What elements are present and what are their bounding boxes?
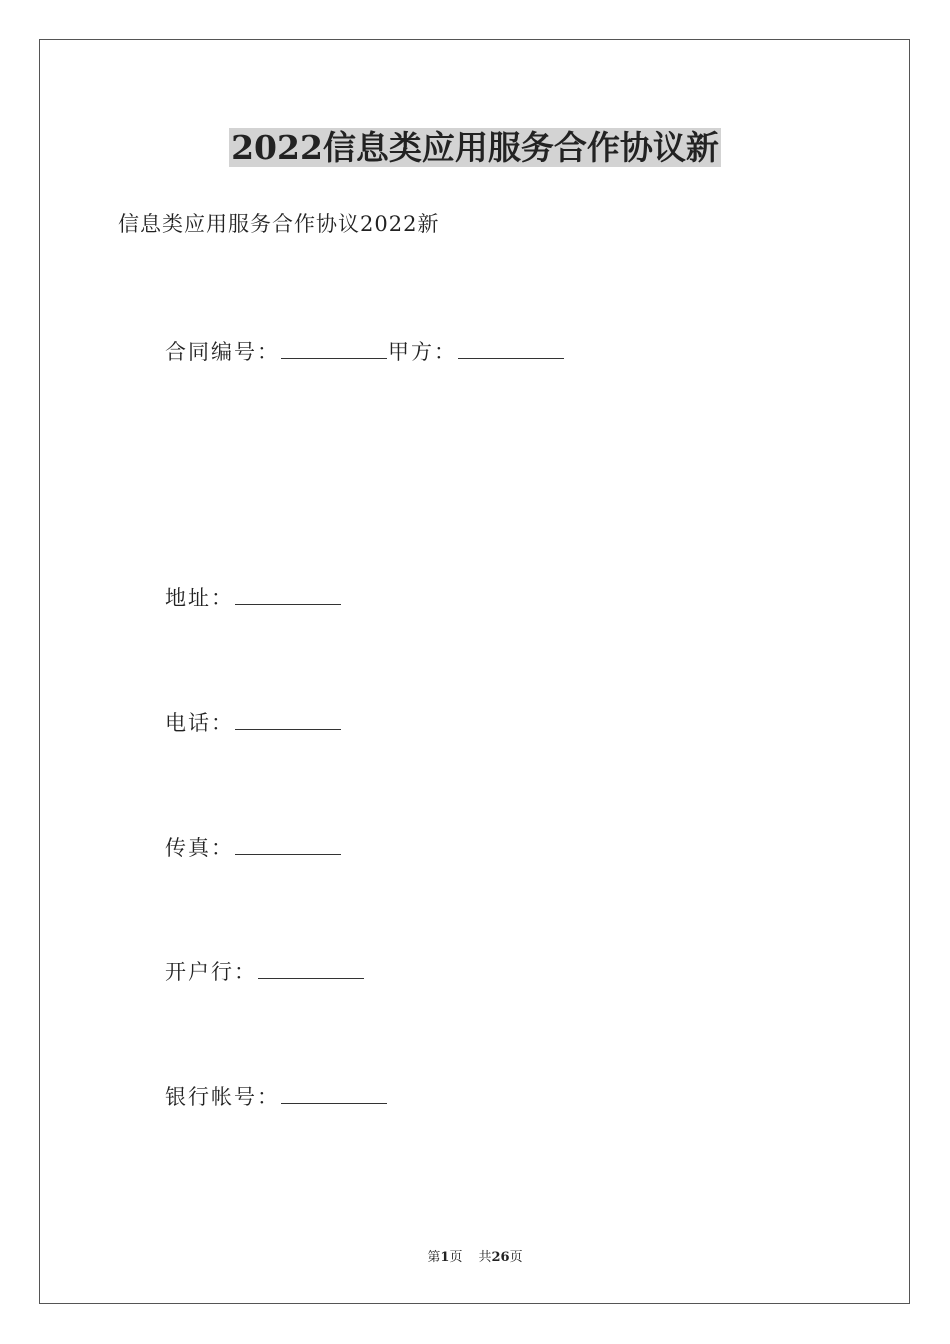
account-line (165, 1081, 388, 1112)
address-line (165, 582, 342, 613)
phone-blank (235, 707, 341, 730)
page-suffix: 页 (449, 1250, 463, 1265)
bank-label: 开户行： (165, 960, 257, 984)
bank-line (165, 956, 365, 987)
address-label: 地址： (165, 586, 234, 610)
contract-party-line (165, 336, 565, 367)
document-title-text: 2022信息类应用服务合作协议新 (231, 128, 719, 167)
phone-label: 电话： (165, 711, 234, 735)
fax-line (165, 832, 342, 863)
total-suffix: 页 (509, 1250, 523, 1265)
party-a-blank (458, 336, 564, 359)
page-number: 1 (440, 1250, 450, 1265)
phone-line (165, 707, 342, 738)
party-a-label: 甲方： (388, 340, 457, 364)
document-title (0, 124, 950, 172)
fax-label: 传真： (165, 836, 234, 860)
page-footer (0, 1248, 950, 1268)
fax-blank (235, 832, 341, 855)
total-prefix: 共 (478, 1250, 492, 1265)
address-blank (235, 582, 341, 605)
total-pages: 26 (491, 1250, 510, 1265)
page-prefix: 第 (427, 1250, 441, 1265)
contract-number-blank (281, 336, 387, 359)
bank-blank (258, 956, 364, 979)
document-subtitle: 信息类应用服务合作协议2022新 (118, 212, 440, 236)
contract-number-label: 合同编号： (165, 340, 280, 364)
account-blank (281, 1081, 387, 1104)
account-label: 银行帐号： (165, 1085, 280, 1109)
